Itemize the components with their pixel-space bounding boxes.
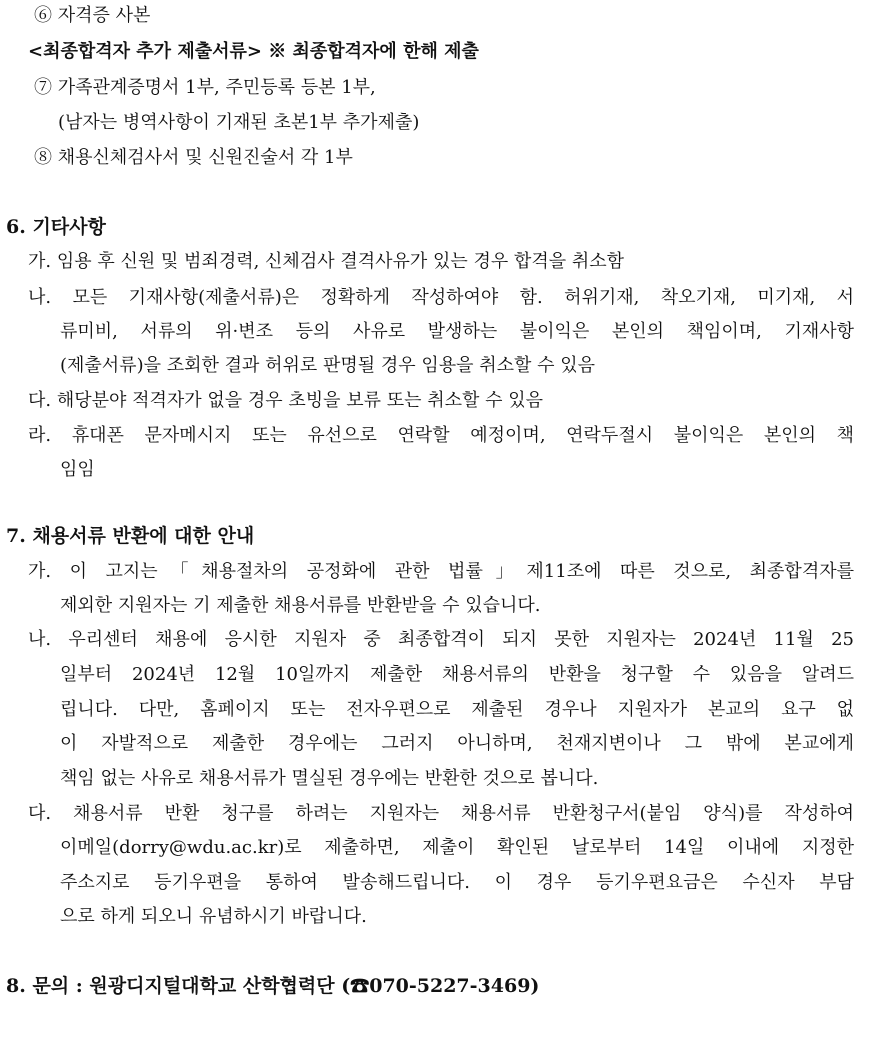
section-7-item-b-line-1: 나. 우리센터 채용에 응시한 지원자 중 최종합격이 되지 못한 지원자는 2024년 11월 25 — [28, 629, 854, 650]
section-7-item-c-line-3: 주소지로 등기우편을 통하여 발송해드립니다. 이 경우 등기우편요금은 수신자 부담 — [60, 872, 854, 893]
item-7-line-2: (남자는 병역사항이 기재된 초본1부 추가제출) — [58, 112, 420, 133]
item-6-certificate-copy: ⑥ 자격증 사본 — [34, 5, 151, 26]
section-7-item-b-line-3: 립니다. 다만, 홈페이지 또는 전자우편으로 제출된 경우나 지원자가 본교의 요구 없 — [60, 699, 854, 720]
section-7-item-b-line-2: 일부터 2024년 12월 10일까지 제출한 채용서류의 반환을 청구할 수 있음을 알려드 — [60, 664, 854, 685]
section-6-item-b-line-1: 나. 모든 기재사항(제출서류)은 정확하게 작성하여야 함. 허위기재, 착오기재, 미기재, 서 — [28, 287, 854, 308]
section-7-item-b-line-4: 이 자발적으로 제출한 경우에는 그러지 아니하며, 천재지변이나 그 밖에 본교에게 — [60, 733, 854, 754]
section-6-item-d-line-1: 라. 휴대폰 문자메시지 또는 유선으로 연락할 예정이며, 연락두절시 불이익은 본인의 책 — [28, 425, 854, 446]
section-6-item-c: 다. 해당분야 적격자가 없을 경우 초빙을 보류 또는 취소할 수 있음 — [28, 390, 544, 411]
section-8-contact-heading: 8. 문의 : 원광디지털대학교 산학협력단 (☎070-5227-3469) — [6, 975, 540, 997]
section-6-item-a: 가. 임용 후 신원 및 범죄경력, 신체검사 결격사유가 있는 경우 합격을 취소함 — [28, 251, 625, 272]
section-7-item-b-line-5: 책임 없는 사유로 채용서류가 멸실된 경우에는 반환한 것으로 봅니다. — [60, 768, 599, 789]
section-6-item-b-line-3: (제출서류)을 조회한 결과 허위로 판명될 경우 임용을 취소할 수 있음 — [60, 355, 596, 376]
section-6-heading: 6. 기타사항 — [6, 216, 106, 238]
section-7-item-a-line-2: 제외한 지원자는 기 제출한 채용서류를 반환받을 수 있습니다. — [60, 595, 541, 616]
item-8: ⑧ 채용신체검사서 및 신원진술서 각 1부 — [34, 147, 353, 168]
item-7-line-1: ⑦ 가족관계증명서 1부, 주민등록 등본 1부, — [34, 77, 376, 98]
section-7-item-a-line-1: 가. 이 고지는「채용절차의 공정화에 관한 법률」제11조에 따른 것으로, 최종합격자를 — [28, 561, 854, 582]
section-7-heading: 7. 채용서류 반환에 대한 안내 — [6, 525, 255, 547]
section-6-item-d-line-2: 임임 — [60, 459, 95, 480]
section-7-item-c-line-2: 이메일(dorry@wdu.ac.kr)로 제출하면, 제출이 확인된 날로부터 14일 이내에 지정한 — [60, 837, 854, 858]
section-6-item-b-line-2: 류미비, 서류의 위·변조 등의 사유로 발생하는 불이익은 본인의 책임이며, 기재사항 — [60, 321, 854, 342]
section-7-item-c-line-1: 다. 채용서류 반환 청구를 하려는 지원자는 채용서류 반환청구서(붙임 양식)를 작성하여 — [28, 803, 854, 824]
section-7-item-c-line-4: 으로 하게 되오니 유념하시기 바랍니다. — [60, 906, 367, 927]
final-candidate-docs-header: <최종합격자 추가 제출서류> ※ 최종합격자에 한해 제출 — [28, 41, 479, 62]
